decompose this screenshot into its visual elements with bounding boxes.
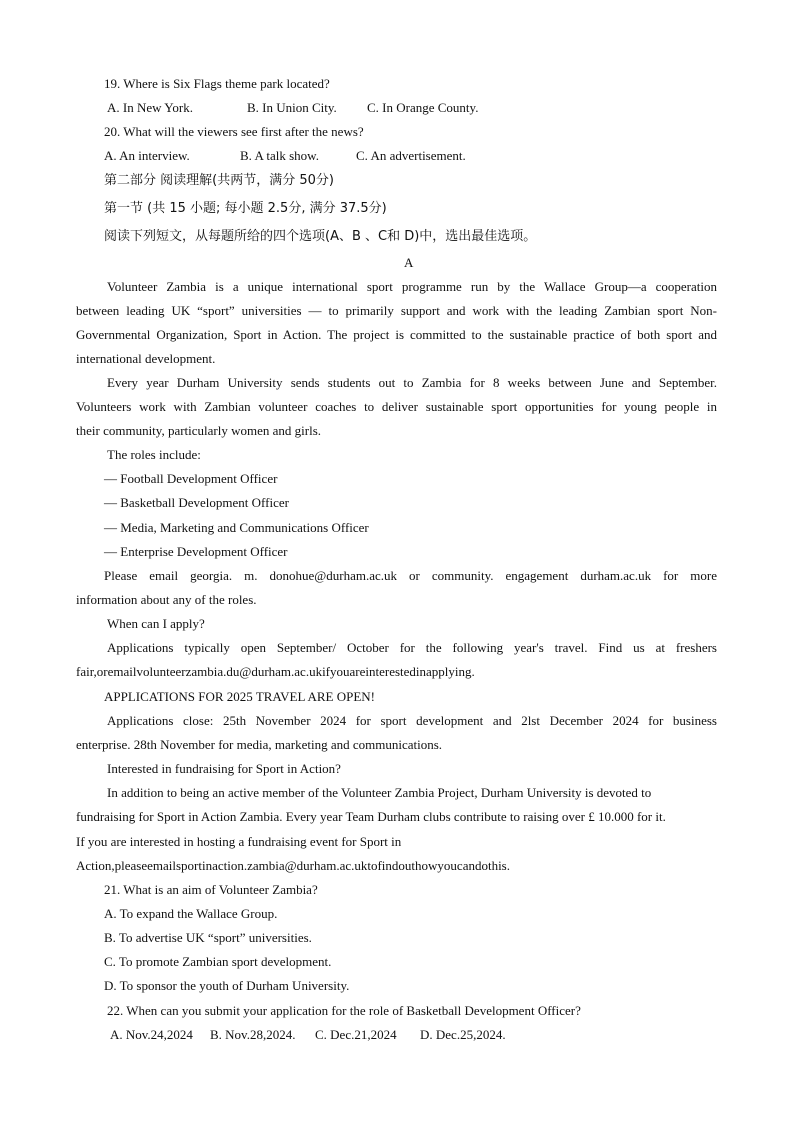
p1-line-3: Governmental Organization, Sport in Action. The project is committed to the sustainable practice of both sport and bbox=[76, 327, 717, 342]
q19-option-b: B. In Union City. bbox=[247, 100, 337, 115]
when-line-1: Applications typically open September/ October for the following year's travel. Find us at freshers bbox=[107, 640, 717, 655]
fund-line-1: In addition to being an active member of the Volunteer Zambia Project, Durham University is devoted to bbox=[107, 785, 652, 800]
role-item: — Football Development Officer bbox=[104, 471, 278, 486]
q22-option-a: A. Nov.24,2024 bbox=[110, 1027, 193, 1042]
instruction: 阅读下列短文，从每题所给的四个选项(A、B 、C和 D)中，选出最佳选项。 bbox=[104, 229, 537, 244]
q19-option-a: A. In New York. bbox=[107, 100, 193, 115]
q22-option-c: C. Dec.21,2024 bbox=[315, 1027, 397, 1042]
part2-heading: 第二部分 阅读理解(共两节，满分 50分) bbox=[104, 173, 334, 188]
close-line-2: enterprise. 28th November for media, marketing and communications. bbox=[76, 737, 443, 752]
q22-question: 22. When can you submit your application for the role of Basketball Development Officer? bbox=[107, 1003, 581, 1018]
q20-question: 20. What will the viewers see first after the news? bbox=[104, 124, 364, 139]
p1-line-4: international development. bbox=[76, 351, 216, 366]
q21-option-b: B. To advertise UK “sport” universities. bbox=[104, 930, 312, 945]
email-line-2: information about any of the roles. bbox=[76, 592, 257, 607]
email-line-1: Please email georgia. m. donohue@durham.ac.uk or community. engagement durham.ac.uk for more bbox=[104, 568, 717, 583]
role-item: — Enterprise Development Officer bbox=[104, 544, 288, 559]
q20-option-c: C. An advertisement. bbox=[356, 148, 466, 163]
role-item: — Media, Marketing and Communications Officer bbox=[104, 520, 369, 535]
q19-option-c: C. In Orange County. bbox=[367, 100, 479, 115]
roles-intro: The roles include: bbox=[107, 447, 201, 462]
p2-line-3: their community, particularly women and girls. bbox=[76, 423, 322, 438]
when-line-2: fair,oremailvolunteerzambia.du@durham.ac.ukifyouareinterestedinapplying. bbox=[76, 664, 475, 679]
p2-line-2: Volunteers work with Zambian volunteer coaches to deliver sustainable sport opportunities for young people in bbox=[76, 399, 717, 414]
q20-option-a: A. An interview. bbox=[104, 148, 190, 163]
p1-line-2: between leading UK “sport” universities — to primarily support and work with the leading Zambian sport Non- bbox=[76, 303, 717, 318]
q22-option-d: D. Dec.25,2024. bbox=[420, 1027, 506, 1042]
fund-heading: Interested in fundraising for Sport in Action? bbox=[107, 761, 341, 776]
q20-option-b: B. A talk show. bbox=[240, 148, 319, 163]
q21-option-a: A. To expand the Wallace Group. bbox=[104, 906, 278, 921]
passage-letter: A bbox=[404, 255, 414, 270]
q21-option-d: D. To sponsor the youth of Durham University. bbox=[104, 978, 350, 993]
fund-line-2: fundraising for Sport in Action Zambia. Every year Team Durham clubs contribute to raising over £ 10.000 for it. bbox=[76, 809, 666, 824]
q19-question: 19. Where is Six Flags theme park located? bbox=[104, 76, 330, 91]
close-line-1: Applications close: 25th November 2024 for sport development and 2lst December 2024 for business bbox=[107, 713, 717, 728]
p2-line-1: Every year Durham University sends students out to Zambia for 8 weeks between June and September. bbox=[107, 375, 717, 390]
fund-line-3: If you are interested in hosting a fundraising event for Sport in bbox=[76, 834, 402, 849]
p1-line-1: Volunteer Zambia is a unique international sport programme run by the Wallace Group—a cooperation bbox=[107, 279, 717, 294]
section1-heading: 第一节 (共 15 小题; 每小题 2.5分, 满分 37.5分) bbox=[104, 201, 387, 216]
q21-question: 21. What is an aim of Volunteer Zambia? bbox=[104, 882, 318, 897]
applications-open-notice: APPLICATIONS FOR 2025 TRAVEL ARE OPEN! bbox=[104, 689, 375, 704]
q21-option-c: C. To promote Zambian sport development. bbox=[104, 954, 332, 969]
role-item: — Basketball Development Officer bbox=[104, 495, 289, 510]
q22-option-b: B. Nov.28,2024. bbox=[210, 1027, 296, 1042]
fund-line-4: Action,pleaseemailsportinaction.zambia@durham.ac.uktofindouthowyoucandothis. bbox=[76, 858, 510, 873]
when-heading: When can I apply? bbox=[107, 616, 205, 631]
